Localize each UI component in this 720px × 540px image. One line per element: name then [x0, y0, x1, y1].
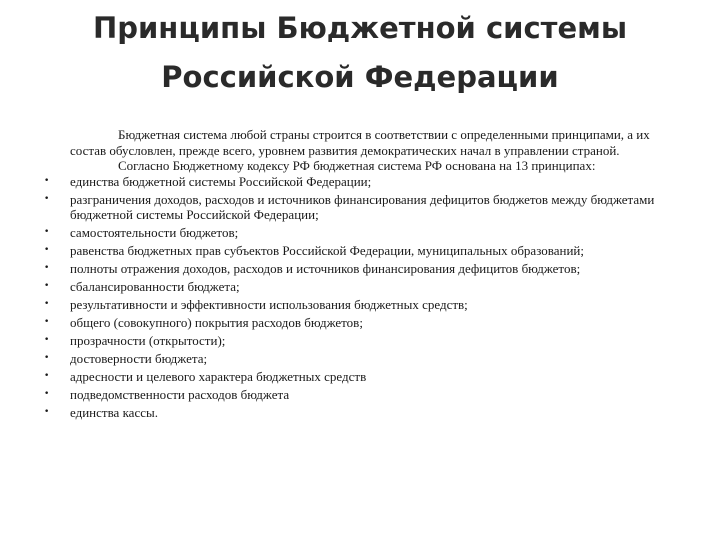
- list-item: [44, 405, 680, 421]
- bullet-icon: •: [44, 407, 50, 418]
- list-item: [44, 192, 680, 223]
- bullet-icon: •: [44, 353, 50, 364]
- principle-text: прозрачности (открытости);: [70, 333, 226, 349]
- list-item: [44, 333, 680, 349]
- principle-text: сбалансированности бюджета;: [70, 279, 240, 295]
- list-item: [44, 351, 680, 367]
- list-item: [44, 279, 680, 295]
- principle-text: разграничения доходов, расходов и источников финансирования дефицитов бюджетов между бюджетами бюджетной системы Российской Федерации;: [70, 191, 655, 223]
- list-item: [44, 174, 680, 190]
- principle-text: полноты отражения доходов, расходов и источников финансирования дефицитов бюджетов;: [70, 261, 581, 277]
- bullet-icon: •: [44, 263, 50, 274]
- intro-paragraph: Бюджетная система любой страны строится в соответствии с определенными принципами, а их состав обусловлен, прежде всего, уровнем развития демократических начал в управлении страной.: [70, 127, 650, 158]
- bullet-icon: •: [44, 317, 50, 328]
- list-item: [44, 261, 680, 277]
- bullet-icon: •: [44, 389, 50, 400]
- list-item: [44, 243, 680, 259]
- bullet-icon: •: [44, 335, 50, 346]
- bullet-icon: •: [44, 193, 50, 204]
- budget-code-paragraph: Согласно Бюджетному кодексу РФ бюджетная система РФ основана на 13 принципах:: [118, 158, 596, 174]
- list-item: [44, 297, 680, 313]
- bullet-icon: •: [44, 281, 50, 292]
- principle-text: единства бюджетной системы Российской Федерации;: [70, 173, 372, 189]
- principle-text: общего (совокупного) покрытия расходов бюджетов;: [70, 315, 363, 331]
- bullet-icon: •: [44, 245, 50, 256]
- slide-title-line-2: Российской Федерации: [161, 60, 559, 94]
- principle-text: равенства бюджетных прав субъектов Российской Федерации, муниципальных образований;: [70, 243, 584, 259]
- slide-body: [44, 127, 680, 423]
- list-item: [44, 315, 680, 331]
- principle-text: подведомственности расходов бюджета: [70, 387, 290, 403]
- principle-text: достоверности бюджета;: [70, 351, 208, 367]
- bullet-icon: •: [44, 175, 50, 186]
- principle-text: результативности и эффективности использования бюджетных средств;: [70, 297, 468, 313]
- bullet-icon: •: [44, 299, 50, 310]
- principle-text: адресности и целевого характера бюджетных средств: [70, 369, 367, 385]
- principle-text: единства кассы.: [70, 405, 158, 421]
- bullet-icon: •: [44, 227, 50, 238]
- list-item: [44, 225, 680, 241]
- bullet-icon: •: [44, 371, 50, 382]
- slide-title-line-1: Принципы Бюджетной системы: [92, 11, 628, 45]
- list-item: [44, 387, 680, 403]
- list-item: [44, 369, 680, 385]
- principles-list: [44, 174, 680, 421]
- principle-text: самостоятельности бюджетов;: [70, 225, 239, 241]
- slide-title: [0, 4, 720, 102]
